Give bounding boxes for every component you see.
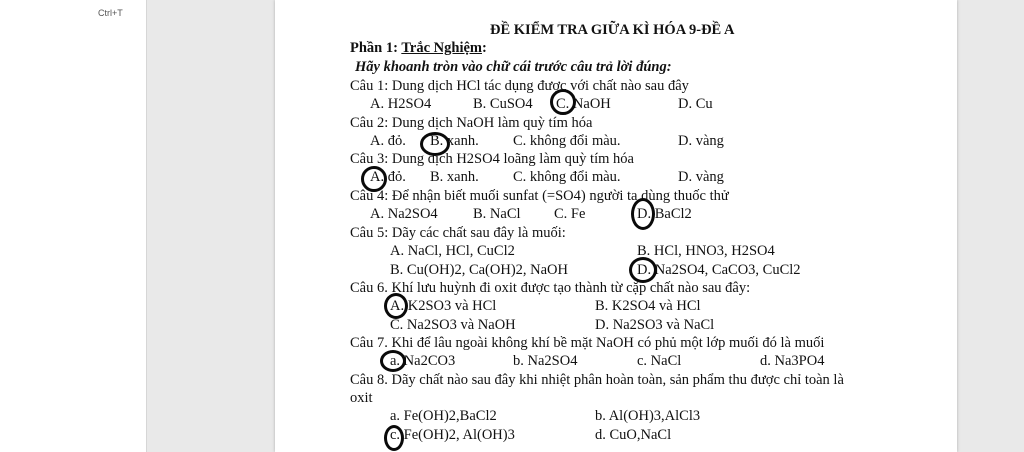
q6-option-c[interactable]: C. Na2SO3 và NaOH xyxy=(390,317,516,333)
q1-option-c[interactable]: C. NaOH xyxy=(556,96,611,112)
q8-option-c[interactable]: c. Fe(OH)2, Al(OH)3 xyxy=(390,427,515,443)
q3-text: Câu 3: Dung dịch H2SO4 loãng làm quỳ tím hóa xyxy=(350,151,634,167)
q3-option-a[interactable]: A. đỏ. xyxy=(370,169,406,185)
left-gutter xyxy=(147,0,275,452)
q2-option-d[interactable]: D. vàng xyxy=(678,133,724,149)
left-panel xyxy=(0,0,147,452)
q7-option-c[interactable]: c. NaCl xyxy=(637,353,682,369)
answer-circle-q3 xyxy=(361,166,387,192)
part-heading xyxy=(350,40,487,56)
q4-option-d[interactable]: D. BaCl2 xyxy=(637,206,692,222)
q3-option-c[interactable]: C. không đổi màu. xyxy=(513,169,621,185)
q1-option-d[interactable]: D. Cu xyxy=(678,96,713,112)
q5-option-c[interactable]: B. Cu(OH)2, Ca(OH)2, NaOH xyxy=(390,262,569,278)
answer-circle-q4 xyxy=(631,198,655,230)
q7-option-d[interactable]: d. Na3PO4 xyxy=(760,353,825,369)
q2-option-b[interactable]: B. xanh. xyxy=(430,133,479,149)
q6-text: Câu 6. Khí lưu huỳnh đi oxit được tạo thành từ cặp chất nào sau đây: xyxy=(350,280,751,296)
q7-option-b[interactable]: b. Na2SO4 xyxy=(513,353,578,369)
answer-circle-q2 xyxy=(420,132,450,156)
q6-option-a[interactable]: A. K2SO3 và HCl xyxy=(390,298,497,314)
q7-option-a[interactable]: a. Na2CO3 xyxy=(390,353,456,369)
q7-text: Câu 7. Khi để lâu ngoài không khí bề mặt NaOH có phủ một lớp muối đó là muối xyxy=(350,335,825,351)
part-name: Trắc Nghiệm xyxy=(401,40,482,56)
q8-option-b[interactable]: b. Al(OH)3,AlCl3 xyxy=(595,408,701,424)
q2-text: Câu 2: Dung dịch NaOH làm quỳ tím hóa xyxy=(350,115,593,131)
q6-option-d[interactable]: D. Na2SO3 và NaCl xyxy=(595,317,715,333)
q8-option-d[interactable]: d. CuO,NaCl xyxy=(595,427,672,443)
q4-option-a[interactable]: A. Na2SO4 xyxy=(370,206,438,222)
shortcut-hint: Ctrl+T xyxy=(98,8,123,18)
answer-circle-q1 xyxy=(550,89,576,115)
answer-circle-q6 xyxy=(384,293,408,319)
q6-option-b[interactable]: B. K2SO4 và HCl xyxy=(595,298,701,314)
q5-option-b[interactable]: B. HCl, HNO3, H2SO4 xyxy=(637,243,775,259)
q8-text-line1: Câu 8. Dãy chất nào sau đây khi nhiệt phân hoàn toàn, sản phẩm thu được chỉ toàn là xyxy=(350,372,844,388)
exam-title: ĐỀ KIỂM TRA GIỮA KÌ HÓA 9-ĐỀ A xyxy=(490,22,735,38)
q4-option-c[interactable]: C. Fe xyxy=(554,206,586,222)
answer-circle-q5 xyxy=(629,257,657,283)
q2-option-a[interactable]: A. đỏ. xyxy=(370,133,406,149)
q3-option-b[interactable]: B. xanh. xyxy=(430,169,479,185)
q5-option-d[interactable]: D. Na2SO4, CaCO3, CuCl2 xyxy=(637,262,801,278)
right-gutter xyxy=(957,0,1024,452)
q5-option-a[interactable]: A. NaCl, HCl, CuCl2 xyxy=(390,243,515,259)
q4-text: Câu 4: Để nhận biết muối sunfat (=SO4) người ta dùng thuốc thử xyxy=(350,188,729,204)
q5-text: Câu 5: Dãy các chất sau đây là muối: xyxy=(350,225,566,241)
instruction: Hãy khoanh tròn vào chữ cái trước câu trả lời đúng: xyxy=(355,59,672,75)
part-label: Phần 1: xyxy=(350,40,402,56)
answer-circle-q8 xyxy=(384,425,404,451)
q8-option-a[interactable]: a. Fe(OH)2,BaCl2 xyxy=(390,408,497,424)
q8-text-line2: oxit xyxy=(350,390,373,406)
answer-circle-q7 xyxy=(380,350,406,372)
document-page[interactable] xyxy=(275,0,957,452)
q2-option-c[interactable]: C. không đổi màu. xyxy=(513,133,621,149)
q1-option-a[interactable]: A. H2SO4 xyxy=(370,96,432,112)
q3-option-d[interactable]: D. vàng xyxy=(678,169,724,185)
q1-text: Câu 1: Dung dịch HCl tác dụng được với chất nào sau đây xyxy=(350,78,689,94)
q4-option-b[interactable]: B. NaCl xyxy=(473,206,521,222)
q1-option-b[interactable]: B. CuSO4 xyxy=(473,96,533,112)
part-colon: : xyxy=(481,40,487,56)
